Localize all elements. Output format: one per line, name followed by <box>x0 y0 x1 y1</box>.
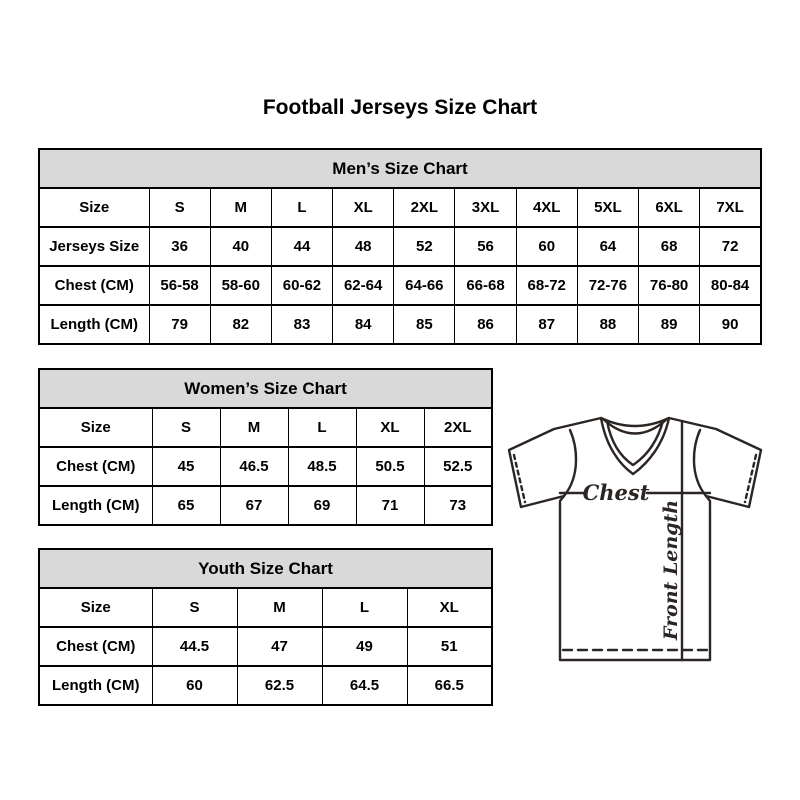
table-row <box>39 408 492 447</box>
size-cell: 66-68 <box>455 266 516 305</box>
table-row <box>39 266 761 305</box>
row-label: Chest (CM) <box>39 447 152 486</box>
mens-table-title: Men’s Size Chart <box>39 149 761 188</box>
size-cell: 84 <box>333 305 394 344</box>
size-cell: 2XL <box>424 408 492 447</box>
size-cell: XL <box>407 588 492 627</box>
size-cell: 52.5 <box>424 447 492 486</box>
size-cell: 62.5 <box>237 666 322 705</box>
size-cell: 82 <box>210 305 271 344</box>
size-cell: 58-60 <box>210 266 271 305</box>
front-length-label: Front Length <box>660 499 682 641</box>
size-cell: 49 <box>322 627 407 666</box>
table-row <box>39 627 492 666</box>
size-cell: 86 <box>455 305 516 344</box>
size-cell: 80-84 <box>700 266 761 305</box>
size-cell: 6XL <box>639 188 700 227</box>
size-cell: M <box>210 188 271 227</box>
size-cell: S <box>152 408 220 447</box>
table-row <box>39 188 761 227</box>
size-cell: 51 <box>407 627 492 666</box>
size-cell: 85 <box>394 305 455 344</box>
size-cell: 2XL <box>394 188 455 227</box>
womens-size-chart-table <box>38 368 493 526</box>
size-cell: 79 <box>149 305 210 344</box>
row-label: Size <box>39 408 152 447</box>
size-cell: 64-66 <box>394 266 455 305</box>
size-cell: 67 <box>220 486 288 525</box>
size-cell: L <box>288 408 356 447</box>
size-cell: 65 <box>152 486 220 525</box>
row-label: Chest (CM) <box>39 627 152 666</box>
size-cell: 73 <box>424 486 492 525</box>
size-cell: 60 <box>516 227 577 266</box>
row-label: Length (CM) <box>39 666 152 705</box>
size-cell: 48 <box>333 227 394 266</box>
size-cell: 60-62 <box>271 266 332 305</box>
size-cell: 88 <box>577 305 638 344</box>
size-cell: 71 <box>356 486 424 525</box>
size-cell: M <box>237 588 322 627</box>
table-row <box>39 447 492 486</box>
size-cell: XL <box>333 188 394 227</box>
left-armhole-seam <box>564 430 576 496</box>
jersey-measurement-diagram <box>500 396 775 672</box>
size-cell: 3XL <box>455 188 516 227</box>
size-cell: 7XL <box>700 188 761 227</box>
row-label: Size <box>39 188 149 227</box>
table-row <box>39 305 761 344</box>
chest-label: Chest <box>582 480 650 505</box>
size-cell: 68 <box>639 227 700 266</box>
size-cell: 66.5 <box>407 666 492 705</box>
size-cell: 72 <box>700 227 761 266</box>
size-cell: 90 <box>700 305 761 344</box>
row-label: Length (CM) <box>39 305 149 344</box>
size-cell: 60 <box>152 666 237 705</box>
table-row <box>39 486 492 525</box>
mens-size-chart-table <box>38 148 762 345</box>
size-cell: 52 <box>394 227 455 266</box>
size-cell: 36 <box>149 227 210 266</box>
size-cell: L <box>271 188 332 227</box>
row-label: Jerseys Size <box>39 227 149 266</box>
size-cell: XL <box>356 408 424 447</box>
table-row <box>39 666 492 705</box>
youth-table-title: Youth Size Chart <box>39 549 492 588</box>
size-cell: 89 <box>639 305 700 344</box>
size-cell: 62-64 <box>333 266 394 305</box>
size-cell: L <box>322 588 407 627</box>
size-cell: 87 <box>516 305 577 344</box>
row-label: Length (CM) <box>39 486 152 525</box>
size-cell: 68-72 <box>516 266 577 305</box>
size-cell: 44 <box>271 227 332 266</box>
size-cell: 45 <box>152 447 220 486</box>
size-cell: 64.5 <box>322 666 407 705</box>
size-cell: 76-80 <box>639 266 700 305</box>
size-cell: S <box>149 188 210 227</box>
size-cell: 56-58 <box>149 266 210 305</box>
size-cell: 64 <box>577 227 638 266</box>
size-cell: 48.5 <box>288 447 356 486</box>
right-armhole-seam <box>694 430 706 496</box>
jersey-outline-path <box>509 418 761 660</box>
size-cell: 83 <box>271 305 332 344</box>
size-cell: 4XL <box>516 188 577 227</box>
row-label: Size <box>39 588 152 627</box>
youth-size-chart-table <box>38 548 493 706</box>
size-cell: 47 <box>237 627 322 666</box>
page-title: Football Jerseys Size Chart <box>262 96 538 119</box>
table-row <box>39 588 492 627</box>
row-label: Chest (CM) <box>39 266 149 305</box>
size-cell: 69 <box>288 486 356 525</box>
size-cell: 46.5 <box>220 447 288 486</box>
size-cell: S <box>152 588 237 627</box>
size-cell: 72-76 <box>577 266 638 305</box>
size-cell: 40 <box>210 227 271 266</box>
size-cell: 50.5 <box>356 447 424 486</box>
size-cell: 44.5 <box>152 627 237 666</box>
size-cell: 5XL <box>577 188 638 227</box>
size-cell: M <box>220 408 288 447</box>
table-row <box>39 227 761 266</box>
size-cell: 56 <box>455 227 516 266</box>
womens-table-title: Women’s Size Chart <box>39 369 492 408</box>
